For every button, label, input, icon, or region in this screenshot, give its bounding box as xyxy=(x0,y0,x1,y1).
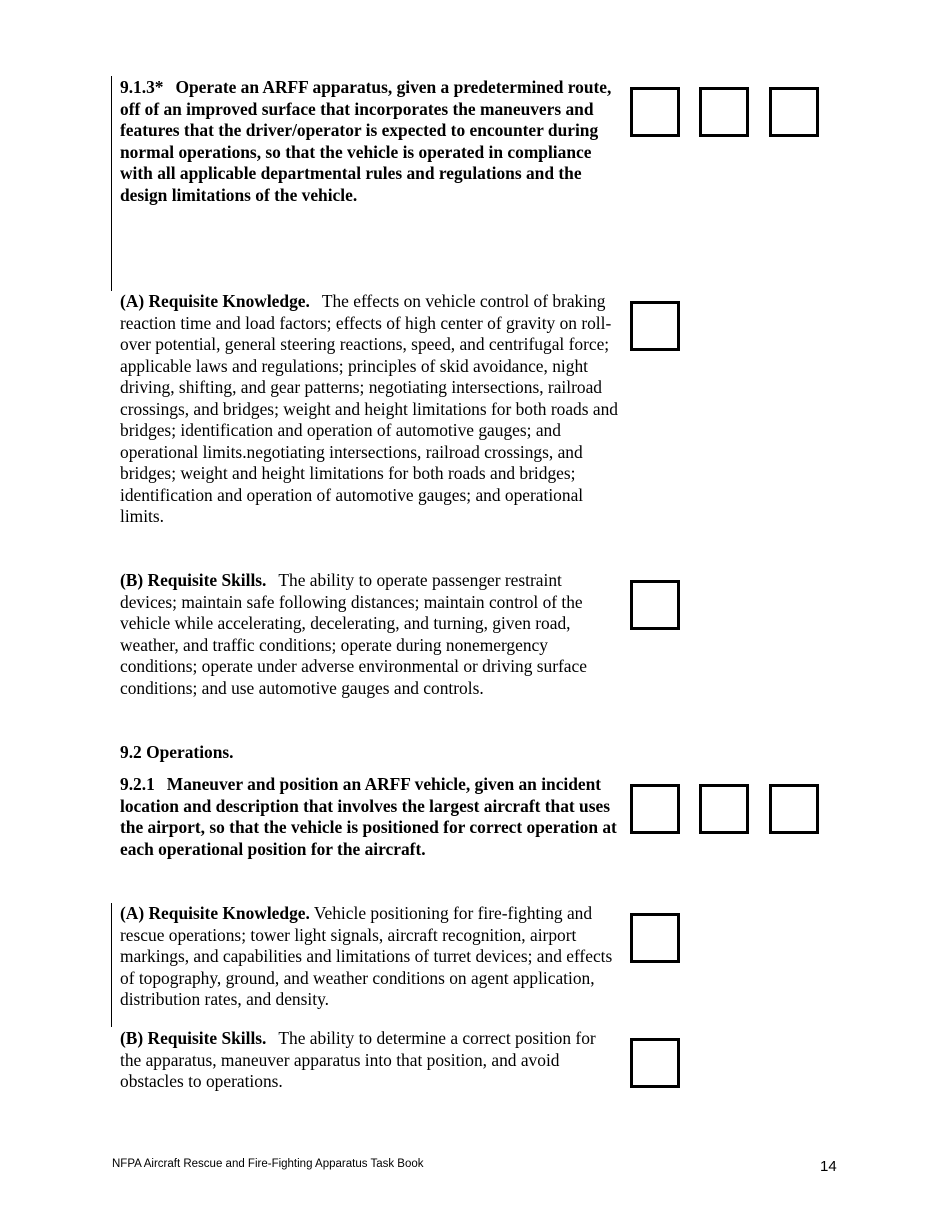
section-913-number: 9.1.3* xyxy=(120,77,164,97)
section-921-a-heading: (A) Requisite Knowledge. xyxy=(120,903,310,923)
section-913-a-heading: (A) Requisite Knowledge. xyxy=(120,291,310,311)
footer-title: NFPA Aircraft Rescue and Fire-Fighting Apparatus Task Book xyxy=(112,1158,424,1170)
checkbox-921-1[interactable] xyxy=(630,784,680,834)
checkbox-921-3[interactable] xyxy=(769,784,819,834)
section-913-a-text: The effects on vehicle control of braking reaction time and load factors; effects of high center of gravity on roll-over potential, general steering reactions, speed, and centrifugal force; applicable laws and regulations; principles of skid avoidance, night driving, shifting, and gear patterns; negotiating intersections, railroad crossings, and bridges; weight and height limitations for both roads and bridges; identification and operation of automotive gauges; and operational limits.negotiating intersections, railroad crossings, and bridges; weight and height limitations for both roads and bridges; identification and operation of automotive gauges; and operational limits. xyxy=(120,291,618,526)
checkbox-921-a[interactable] xyxy=(630,913,680,963)
checkbox-921-b[interactable] xyxy=(630,1038,680,1088)
page-number: 14 xyxy=(820,1158,837,1175)
checkbox-913-b[interactable] xyxy=(630,580,680,630)
change-bar-913 xyxy=(111,76,112,291)
section-921-b-text: The ability to determine a correct position for the apparatus, maneuver apparatus into that position, and avoid obstacles to operations. xyxy=(120,1028,596,1091)
section-913-b-heading: (B) Requisite Skills. xyxy=(120,570,267,590)
section-921-a xyxy=(120,903,620,1011)
section-913 xyxy=(120,77,620,206)
section-913-a xyxy=(120,291,620,528)
section-921-b-heading: (B) Requisite Skills. xyxy=(120,1028,267,1048)
checkbox-913-3[interactable] xyxy=(769,87,819,137)
checkbox-921-2[interactable] xyxy=(699,784,749,834)
section-921-a-text: Vehicle positioning for fire-fighting and rescue operations; tower light signals, aircraft recognition, airport markings, and capabilities and limitations of turret devices; and effects of topography, ground, and weather conditions on agent application, distribution rates, and density. xyxy=(120,903,613,1009)
change-bar-921a xyxy=(111,903,112,1027)
section-921-text: Maneuver and position an ARFF vehicle, given an incident location and description that involves the largest aircraft that uses the airport, so that the vehicle is positioned for correct operation at each operational position for the aircraft. xyxy=(120,774,617,859)
checkbox-913-1[interactable] xyxy=(630,87,680,137)
section-921 xyxy=(120,774,620,860)
section-913-b xyxy=(120,570,620,699)
section-921-number: 9.2.1 xyxy=(120,774,155,794)
section-913-text: Operate an ARFF apparatus, given a predetermined route, off of an improved surface that incorporates the maneuvers and features that the driver/operator is expected to encounter during normal operations, so that the vehicle is operated in compliance with all applicable departmental rules and regulations and the design limitations of the vehicle. xyxy=(120,77,612,205)
section-913-b-text: The ability to operate passenger restraint devices; maintain safe following distances; maintain control of the vehicle while accelerating, decelerating, and turning, given road, weather, and traffic conditions; operate during nonemergency conditions; operate under adverse environmental or driving surface conditions; and use automotive gauges and controls. xyxy=(120,570,587,698)
section-921-b xyxy=(120,1028,620,1093)
section-92-heading: 9.2 Operations. xyxy=(120,742,234,762)
checkbox-913-2[interactable] xyxy=(699,87,749,137)
checkbox-913-a[interactable] xyxy=(630,301,680,351)
